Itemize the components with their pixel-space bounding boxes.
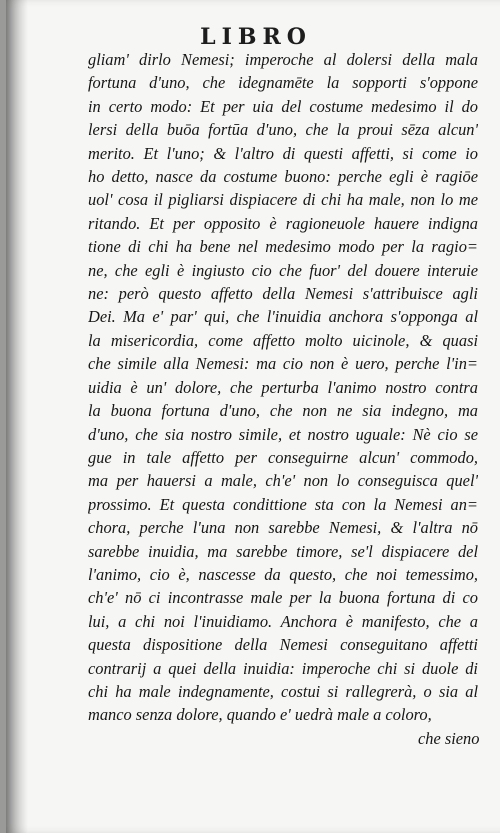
- text-line: uol' cosa il pigliarsi dispiacere di chi ha male, non lo me: [88, 190, 478, 210]
- body-text: [88, 48, 478, 727]
- catchword: che sieno: [418, 729, 480, 748]
- gutter-shadow: [6, 0, 28, 833]
- text-line: contrarij a quei della inuidia: imperoche chi si duole di: [88, 658, 478, 678]
- running-head: LIBRO: [200, 24, 312, 50]
- text-line: in certo modo: Et per uia del costume medesimo il do: [88, 96, 478, 116]
- text-line: ma per hauersi a male, ch'e' non lo conseguisca quel': [88, 471, 478, 491]
- text-line: merito. Et l'uno; & l'altro di questi affetti, si come io: [88, 143, 478, 163]
- text-line: gliam' dirlo Nemesi; imperoche al dolersi della mala: [88, 50, 478, 69]
- text-line: prossimo. Et questa condittione sta con la Nemesi an=: [88, 494, 478, 514]
- text-line: ne, che egli è ingiusto cio che fuor' del douere interuie: [88, 260, 478, 280]
- text-line: che simile alla Nemesi: ma cio non è uero, perche l'in=: [88, 354, 478, 374]
- text-line: chi ha male indegnamente, costui si rallegrerà, o sia al: [88, 681, 478, 701]
- text-line: lersi della buōa fortūa d'uno, che la proui sēza alcun': [88, 120, 478, 140]
- text-line: la buona fortuna d'uno, che non ne sia indegno, ma: [88, 401, 478, 421]
- text-line: sarebbe inuidia, ma sarebbe timore, se'l dispiacere del: [88, 541, 478, 561]
- text-line: tione di chi ha bene nel medesimo modo per la ragio=: [88, 237, 478, 257]
- text-line: questa dispositione della Nemesi conseguitano affetti: [88, 635, 478, 655]
- text-line: gue in tale affetto per conseguirne alcun' commodo,: [88, 447, 478, 467]
- text-line: la misericordia, come affetto molto uicinole, & quasi: [88, 330, 478, 350]
- text-line: l'animo, cio è, nascesse da questo, che noi temessimo,: [88, 564, 478, 584]
- text-line: manco senza dolore, quando e' uedrà male a coloro,: [88, 705, 432, 725]
- text-line: ritando. Et per opposito è ragioneuole hauere indigna: [88, 213, 478, 233]
- text-line: uidia è un' dolore, che perturba l'animo nostro contra: [88, 377, 478, 397]
- text-line: Dei. Ma e' par' qui, che l'inuidia anchora s'opponga al: [88, 307, 478, 327]
- text-line: ch'e' nō ci incontrasse male per la buona fortuna di co: [88, 588, 478, 608]
- text-line: d'uno, che sia nostro simile, et nostro uguale: Nè cio se: [88, 424, 478, 444]
- text-line: ho detto, nasce da costume buono: perche egli è ragiōe: [88, 167, 478, 187]
- text-line: fortuna d'uno, che idegnamēte la sopporti s'oppone: [88, 73, 478, 93]
- text-line: ne: però questo affetto della Nemesi s'attribuisce agli: [88, 284, 478, 304]
- text-line: chora, perche l'una non sarebbe Nemesi, & l'altra nō: [88, 518, 478, 538]
- text-line: lui, a chi noi l'inuidiamo. Anchora è manifesto, che a: [88, 611, 478, 631]
